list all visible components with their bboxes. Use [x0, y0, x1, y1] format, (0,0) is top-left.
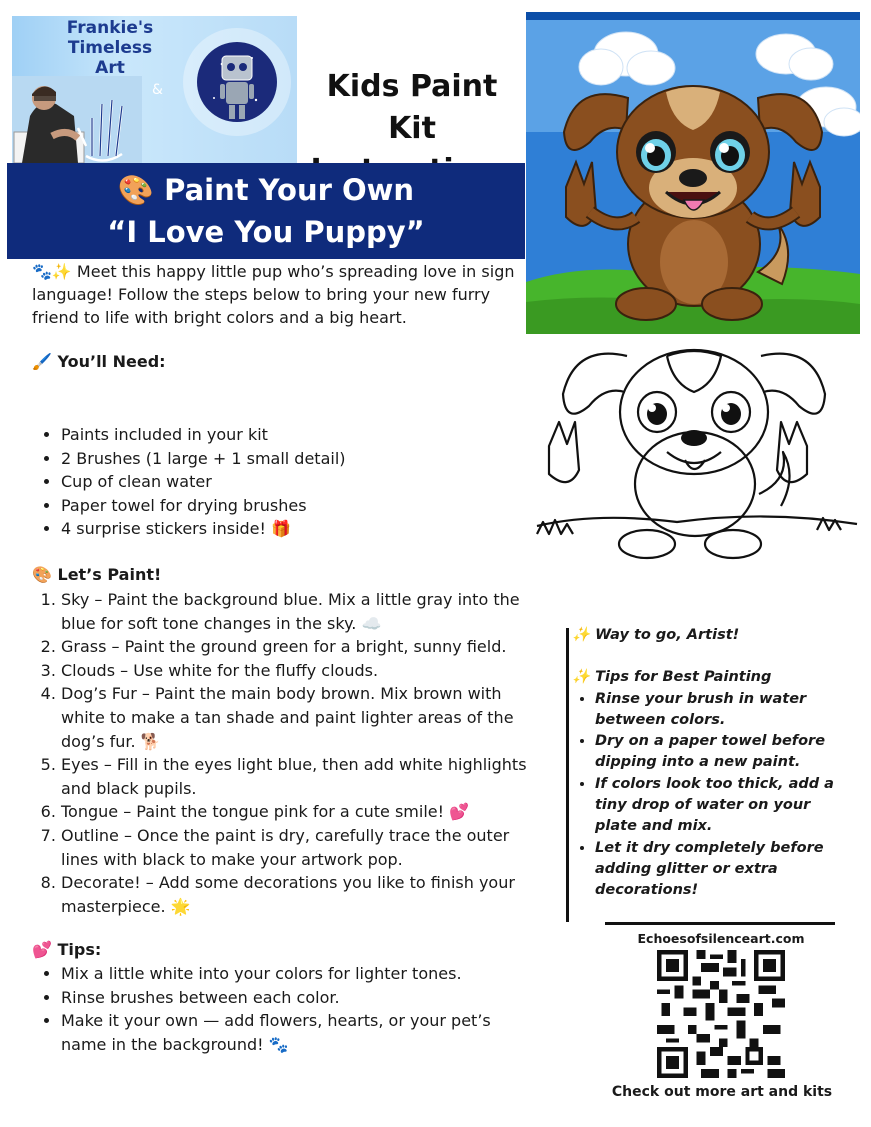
paint-heading: 🎨 Let’s Paint!	[32, 565, 162, 584]
list-item: • Paper towel for drying brushes	[61, 494, 512, 518]
list-item: • Paints included in your kit	[61, 423, 512, 447]
step-item: 1. Sky – Paint the background blue. Mix a little gray into the blue for soft tone changes in the sky. ☁️	[61, 588, 532, 635]
qr-code[interactable]	[657, 950, 785, 1078]
tips-list	[32, 962, 512, 1056]
step-item: 3. Clouds – Use white for the fluffy clouds.	[61, 659, 532, 683]
side-tips-heading: ✨ Tips for Best Painting	[572, 669, 772, 686]
side-tips-box	[572, 625, 834, 902]
list-item: • 4 surprise stickers inside! 🎁	[61, 517, 512, 541]
list-item: • Dry on a paper towel before dipping into a new paint.	[595, 731, 834, 774]
page-title-line1: 🎨 Paint Your Own	[117, 173, 415, 207]
brand-title: Frankie's Timeless Art	[66, 18, 154, 78]
list-item: • Rinse brushes between each color.	[61, 986, 512, 1010]
step-item: 8. Decorate! – Add some decorations you like to finish your masterpiece. 🌟	[61, 871, 532, 918]
list-item: • Rinse your brush in water between colors.	[595, 689, 834, 732]
step-item: 5. Eyes – Fill in the eyes light blue, then add white highlights and black pupils.	[61, 753, 532, 800]
painted-puppy-illustration	[526, 12, 860, 334]
step-item: 6. Tongue – Paint the tongue pink for a cute smile! 💕	[61, 800, 532, 824]
robotwig-badge	[182, 20, 292, 158]
list-item: • Mix a little white into your colors for lighter tones.	[61, 962, 512, 986]
page-title-bar	[7, 163, 525, 259]
list-item: • Make it your own — add flowers, hearts, or your pet’s name in the background! 🐾	[61, 1009, 512, 1056]
list-item: • Let it dry completely before adding glitter or extra decorations!	[595, 838, 834, 902]
step-item: 7. Outline – Once the paint is dry, carefully trace the outer lines with black to make your artwork pop.	[61, 824, 532, 871]
website-link[interactable]: Echoesofsilenceart.com	[637, 931, 805, 946]
line-art-puppy	[527, 334, 861, 574]
kit-title-line1: Kids Paint Kit	[326, 69, 498, 146]
list-item: • Cup of clean water	[61, 470, 512, 494]
cheer-text: ✨ Way to go, Artist!	[572, 627, 740, 643]
step-item: 4. Dog’s Fur – Paint the main body brown. Mix brown with white to make a tan shade and paint lighter areas of the dog’s fur. 🐕	[61, 682, 532, 753]
more-art-caption: Check out more art and kits	[611, 1084, 833, 1100]
needs-heading: 🖌️ You’ll Need:	[32, 352, 166, 371]
tips-box-rule	[566, 628, 569, 922]
divider	[605, 922, 835, 925]
intro-text: 🐾✨ Meet this happy little pup who’s spreading love in sign language! Follow the steps below to bring your new furry friend to life with bright colors and a big heart.	[32, 262, 515, 327]
ampersand: &	[152, 82, 163, 98]
tips-heading: 💕 Tips:	[32, 940, 102, 959]
step-item: 2. Grass – Paint the ground green for a bright, sunny field.	[61, 635, 532, 659]
list-item: • 2 Brushes (1 large + 1 small detail)	[61, 447, 512, 471]
page-title-line2: “I Love You Puppy”	[107, 215, 425, 249]
needs-list	[32, 423, 512, 541]
list-item: • If colors look too thick, add a tiny drop of water on your plate and mix.	[595, 774, 834, 838]
artist-photo	[12, 76, 142, 163]
brand-banner	[12, 16, 297, 163]
paint-steps	[32, 588, 532, 918]
